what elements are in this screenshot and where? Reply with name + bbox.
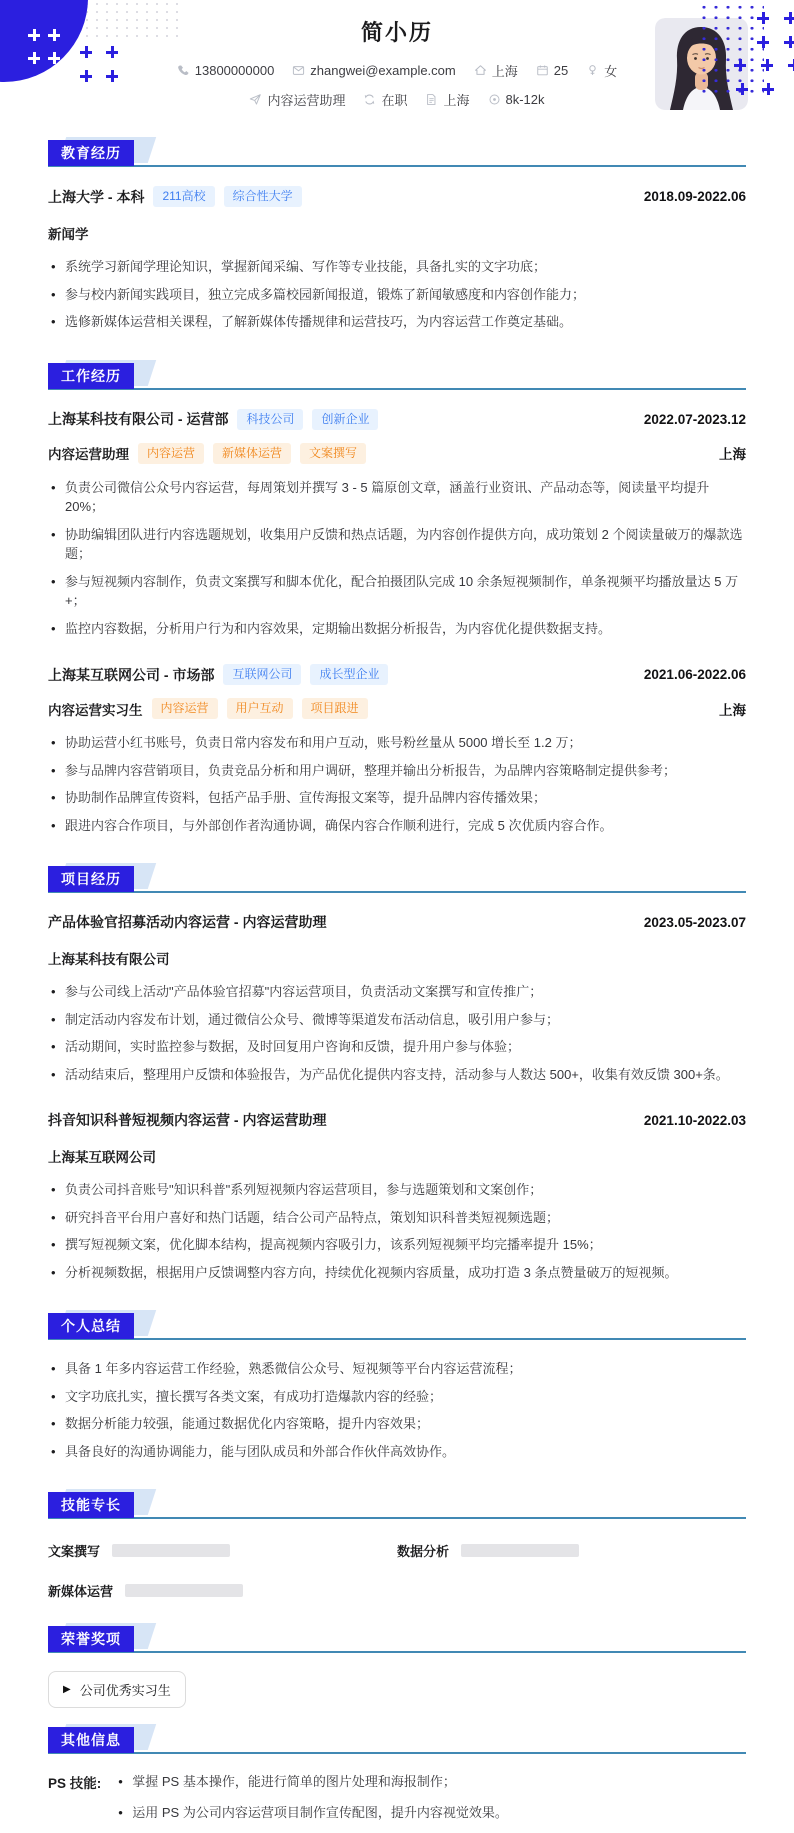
gender-value: 女 — [604, 64, 618, 79]
resume-body — [0, 141, 794, 1833]
section-header-work — [48, 364, 746, 390]
skill-label: 数据分析 — [397, 1544, 450, 1559]
project-date: 2023.05-2023.07 — [643, 914, 746, 930]
phone-value: 13800000000 — [194, 63, 275, 78]
section-title: 工作经历 — [48, 363, 134, 389]
skill-item — [397, 1541, 746, 1560]
role-tag: 新媒体运营 — [213, 443, 291, 464]
contact-email — [292, 63, 455, 78]
gender-icon — [586, 64, 599, 77]
skills-grid — [48, 1541, 746, 1600]
age-value: 25 — [553, 63, 569, 78]
honor-label: 公司优秀实习生 — [79, 1683, 171, 1698]
section-projects — [48, 867, 746, 1282]
bullet-item: • 分析视频数据，根据用户反馈调整内容方向，持续优化视频内容质量，成功打造 3 条点赞量破万的短视频。 — [48, 1263, 746, 1283]
bullet-item: • 具备 1 年多内容运营工作经验，熟悉微信公众号、短视频等平台内容运营流程； — [48, 1359, 746, 1379]
city-icon — [425, 93, 438, 106]
email-icon — [292, 64, 305, 77]
work-date: 2022.07-2023.12 — [643, 411, 746, 427]
bullet-item: • 参与品牌内容营销项目，负责竞品分析和用户调研，整理并输出分析报告，为品牌内容策略制定提供参考； — [48, 761, 746, 781]
contact-status — [363, 90, 407, 109]
work-bullets — [48, 733, 746, 835]
candidate-name: 简小历 — [360, 20, 433, 45]
project-entry — [48, 1110, 746, 1282]
contact-phone — [177, 63, 275, 78]
major: 新闻学 — [48, 227, 89, 242]
work-bullets — [48, 478, 746, 639]
role-tag: 文案撰写 — [300, 443, 366, 464]
project-name: 产品体验官招募活动内容运营 - 内容运营助理 — [48, 914, 327, 930]
bullet-item: • 监控内容数据，分析用户行为和内容效果，定期输出数据分析报告，为内容优化提供数据支持。 — [48, 619, 746, 639]
section-title: 教育经历 — [48, 140, 134, 166]
bullet-item: • 参与校内新闻实践项目，独立完成多篇校园新闻报道，锻炼了新闻敏感度和内容创作能力； — [48, 285, 746, 305]
contact-row-1 — [0, 61, 794, 80]
contact-salary — [488, 92, 545, 107]
contact-gender — [586, 61, 617, 80]
section-title: 荣誉奖项 — [48, 1626, 134, 1652]
skill-bar-track — [125, 1584, 243, 1597]
section-skills — [48, 1493, 746, 1600]
bullet-item: • 活动期间，实时监控参与数据，及时回复用户咨询和反馈，提升用户参与体验； — [48, 1037, 746, 1057]
resume-header — [0, 0, 794, 109]
bullet-item: • 参与短视频内容制作，负责文案撰写和脚本优化，配合拍摄团队完成 10 余条短视频制作，单条视频平均播放量达 5 万+； — [48, 572, 746, 611]
bullet-item: • 跟进内容合作项目，与外部创作者沟通协调，确保内容合作顺利进行，完成 5 次优质内容合作。 — [48, 816, 746, 836]
bullet-item: • 掌握 PS 基本操作，能进行简单的图片处理和海报制作； — [115, 1772, 746, 1792]
play-triangle-icon: ▶ — [63, 1684, 71, 1695]
section-summary — [48, 1314, 746, 1461]
bullet-item: • 系统学习新闻学理论知识，掌握新闻采编、写作等专业技能，具备扎实的文字功底； — [48, 257, 746, 277]
position-value: 内容运营助理 — [267, 93, 346, 108]
contact-city — [425, 90, 469, 109]
project-entry — [48, 912, 746, 1084]
work-location: 上海 — [719, 702, 746, 718]
contact-position — [249, 90, 345, 109]
age-icon — [536, 64, 549, 77]
section-other — [48, 1728, 746, 1833]
company-tag: 科技公司 — [237, 409, 303, 430]
project-org: 上海某科技有限公司 — [48, 952, 170, 967]
bullet-item: • 协助制作品牌宣传资料，包括产品手册、宣传海报文案等，提升品牌内容传播效果； — [48, 788, 746, 808]
company-tag: 互联网公司 — [223, 664, 301, 685]
school-name: 上海大学 - 本科 — [48, 188, 145, 205]
status-icon — [363, 93, 376, 106]
company-tag: 成长型企业 — [310, 664, 388, 685]
section-header-honors — [48, 1627, 746, 1653]
bullet-item: • 撰写短视频文案，优化脚本结构，提高视频内容吸引力，该系列短视频平均完播率提升 15%； — [48, 1235, 746, 1255]
section-title: 技能专长 — [48, 1492, 134, 1518]
section-header-projects — [48, 867, 746, 893]
section-title: 项目经历 — [48, 866, 134, 892]
contact-home — [474, 61, 518, 80]
section-header-other — [48, 1728, 746, 1754]
role-tag: 内容运营 — [152, 698, 218, 719]
salary-icon — [488, 93, 501, 106]
honor-chip — [48, 1671, 186, 1708]
summary-bullets — [48, 1359, 746, 1461]
company-tag: 创新企业 — [312, 409, 378, 430]
bullet-item: • 数据分析能力较强，能通过数据优化内容策略，提升内容效果； — [48, 1414, 746, 1434]
education-entry-header — [48, 186, 746, 207]
skill-bar-track — [461, 1544, 579, 1557]
skill-item — [48, 1581, 397, 1600]
project-date: 2021.10-2022.03 — [643, 1112, 746, 1128]
project-bullets — [48, 1180, 746, 1282]
skill-item — [48, 1541, 397, 1560]
other-bullets — [115, 1772, 746, 1833]
work-entry — [48, 409, 746, 639]
bullet-item: • 负责公司抖音账号"知识科普"系列短视频内容运营项目，参与选题策划和文案创作； — [48, 1180, 746, 1200]
company-name: 上海某科技有限公司 - 运营部 — [48, 411, 229, 427]
status-value: 在职 — [381, 93, 408, 108]
bullet-item: • 制定活动内容发布计划，通过微信公众号、微博等渠道发布活动信息，吸引用户参与； — [48, 1010, 746, 1030]
section-title: 个人总结 — [48, 1313, 134, 1339]
bullet-item: • 具备良好的沟通协调能力，能与团队成员和外部合作伙伴高效协作。 — [48, 1442, 746, 1462]
work-date: 2021.06-2022.06 — [643, 667, 746, 682]
project-name: 抖音知识科普短视频内容运营 - 内容运营助理 — [48, 1112, 327, 1128]
home-icon — [474, 64, 487, 77]
bullet-item: • 选修新媒体运营相关课程，了解新媒体传播规律和运营技巧，为内容运营工作奠定基础。 — [48, 312, 746, 332]
skill-label: 新媒体运营 — [48, 1584, 114, 1599]
education-date: 2018.09-2022.06 — [643, 189, 746, 204]
paper-plane-icon — [249, 93, 262, 106]
section-honors — [48, 1627, 746, 1708]
bullet-item: • 负责公司微信公众号内容运营，每周策划并撰写 3 - 5 篇原创文章，涵盖行业资讯、产品动态等，阅读量平均提升 20%； — [48, 478, 746, 517]
bullet-item: • 活动结束后，整理用户反馈和体验报告，为产品优化提供内容支持，活动参与人数达 500+，收集有效反馈 300+条。 — [48, 1065, 746, 1085]
bullet-item: • 研究抖音平台用户喜好和热门话题，结合公司产品特点，策划知识科普类短视频选题； — [48, 1208, 746, 1228]
bullet-item: • 运用 PS 为公司内容运营项目制作宣传配图，提升内容视觉效果。 — [115, 1803, 746, 1823]
bullet-item: • 参与公司线上活动"产品体验官招募"内容运营项目，负责活动文案撰写和宣传推广； — [48, 982, 746, 1002]
role-tag: 内容运营 — [138, 443, 204, 464]
contact-row-2 — [0, 90, 794, 109]
project-org: 上海某互联网公司 — [48, 1150, 156, 1165]
education-bullets — [48, 257, 746, 332]
skill-bar-track — [112, 1544, 230, 1557]
project-bullets — [48, 982, 746, 1084]
phone-icon — [177, 64, 190, 77]
work-entry — [48, 664, 746, 835]
bullet-item: • 文字功底扎实，擅长撰写各类文案，有成功打造爆款内容的经验； — [48, 1387, 746, 1407]
email-value: zhangwei@example.com — [310, 63, 456, 78]
job-title: 内容运营助理 — [48, 447, 129, 462]
section-title: 其他信息 — [48, 1727, 134, 1753]
home-value: 上海 — [491, 64, 518, 79]
company-name: 上海某互联网公司 - 市场部 — [48, 666, 215, 683]
skill-label: 文案撰写 — [48, 1544, 101, 1559]
section-header-skills — [48, 1493, 746, 1519]
role-tag: 用户互动 — [227, 698, 293, 719]
section-header-education — [48, 141, 746, 167]
job-title: 内容运营实习生 — [48, 702, 143, 718]
bullet-item: • 协助运营小红书账号，负责日常内容发布和用户互动，账号粉丝量从 5000 增长至 1.2 万； — [48, 733, 746, 753]
section-education — [48, 141, 746, 332]
other-label: PS 技能: — [48, 1776, 102, 1791]
bullet-item: • 协助编辑团队进行内容选题规划，收集用户反馈和热点话题，为内容创作提供方向，成功策划 2 个阅读量破万的爆款选题； — [48, 525, 746, 564]
school-tag: 综合性大学 — [224, 186, 302, 207]
contact-age — [536, 63, 568, 78]
section-work — [48, 364, 746, 836]
work-location: 上海 — [719, 447, 746, 462]
salary-value: 8k-12k — [505, 92, 545, 107]
school-tag: 211高校 — [153, 186, 214, 207]
city-value: 上海 — [443, 93, 470, 108]
section-header-summary — [48, 1314, 746, 1340]
other-info-row — [48, 1772, 746, 1833]
role-tag: 项目跟进 — [302, 698, 368, 719]
